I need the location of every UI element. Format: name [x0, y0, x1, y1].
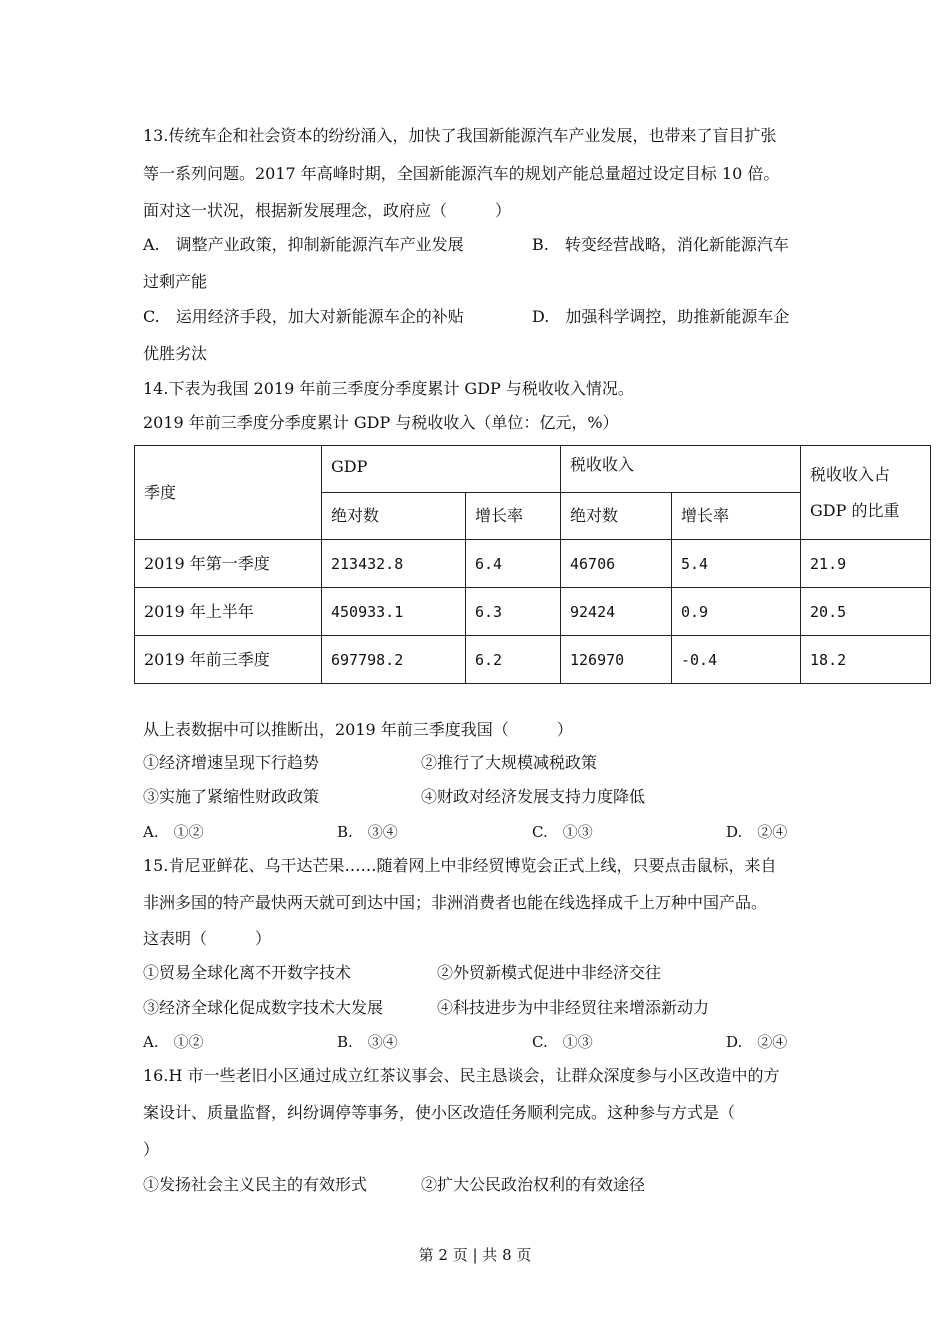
q15-item-1: ①贸易全球化离不开数字技术 [143, 963, 352, 982]
subheader-gdp-abs: 绝对数 [322, 493, 466, 540]
cell-gdp-abs: 450933.1 [322, 588, 466, 636]
q13-option-b: B. 转变经营战略，消化新能源汽车 [532, 235, 789, 254]
cell-gdp-growth: 6.2 [466, 636, 561, 684]
q16-line-1: 16.H 市一些老旧小区通过成立红茶议事会、民主恳谈会，让群众深度参与小区改造中的方 [143, 1066, 780, 1085]
cell-tax-growth: -0.4 [672, 636, 801, 684]
cell-ratio: 20.5 [801, 588, 931, 636]
q15-item-3: ③经济全球化促成数字技术大发展 [143, 998, 384, 1017]
q16-item-2: ②扩大公民政治权利的有效途径 [421, 1175, 646, 1194]
subheader-tax-growth: 增长率 [672, 493, 801, 540]
q15-line-3: 这表明（ ） [143, 929, 272, 948]
cell-tax-abs: 46706 [561, 540, 672, 588]
cell-tax-abs: 126970 [561, 636, 672, 684]
q15-line-1: 15.肯尼亚鲜花、乌干达芒果……随着网上中非经贸博览会正式上线，只要点击鼠标，来自 [143, 856, 777, 875]
q15-line-2: 非洲多国的特产最快两天就可到达中国；非洲消费者也能在线选择成千上万种中国产品。 [143, 893, 768, 912]
q14-answer-c: C. ①③ [532, 823, 593, 841]
q15-answer-d: D. ②④ [726, 1033, 788, 1051]
q14-item-3: ③实施了紧缩性财政政策 [143, 787, 320, 806]
header-tax: 税收收入 [561, 446, 801, 493]
cell-gdp-growth: 6.4 [466, 540, 561, 588]
q14-question: 从上表数据中可以推断出，2019 年前三季度我国（ ） [143, 720, 573, 739]
q16-line-3: ） [143, 1140, 160, 1159]
cell-gdp-growth: 6.3 [466, 588, 561, 636]
cell-ratio: 21.9 [801, 540, 931, 588]
q14-answer-d: D. ②④ [726, 823, 788, 841]
q14-table-title: 2019 年前三季度分季度累计 GDP 与税收收入（单位：亿元，%） [143, 413, 619, 432]
subheader-gdp-growth: 增长率 [466, 493, 561, 540]
subheader-tax-abs: 绝对数 [561, 493, 672, 540]
q14-intro: 14.下表为我国 2019 年前三季度分季度累计 GDP 与税收收入情况。 [143, 379, 634, 398]
table-row [135, 540, 931, 588]
cell-gdp-abs: 697798.2 [322, 636, 466, 684]
q13-line-2: 等一系列问题。2017 年高峰时期，全国新能源汽车的规划产能总量超过设定目标 10 倍。 [143, 164, 780, 183]
cell-tax-abs: 92424 [561, 588, 672, 636]
page-footer: 第 2 页 | 共 8 页 [418, 1246, 532, 1264]
q13-option-c: C. 运用经济手段，加大对新能源车企的补贴 [143, 307, 464, 326]
q16-item-1: ①发扬社会主义民主的有效形式 [143, 1175, 368, 1194]
header-gdp: GDP [322, 446, 561, 493]
q15-answer-b: B. ③④ [337, 1033, 398, 1051]
gdp-tax-table [134, 445, 931, 684]
q14-answer-a: A. ①② [143, 823, 204, 841]
q14-item-2: ②推行了大规模减税政策 [421, 753, 598, 772]
header-ratio-line-1: 税收收入占 [810, 464, 891, 484]
q15-item-4: ④科技进步为中非经贸往来增添新动力 [437, 998, 710, 1017]
q14-answer-b: B. ③④ [337, 823, 398, 841]
cell-season: 2019 年第一季度 [135, 540, 322, 588]
header-ratio [801, 446, 931, 540]
cell-tax-growth: 0.9 [672, 588, 801, 636]
q15-answer-a: A. ①② [143, 1033, 204, 1051]
q15-answer-c: C. ①③ [532, 1033, 593, 1051]
q13-option-d: D. 加强科学调控，助推新能源车企 [532, 307, 790, 326]
q13-option-b-continued: 过剩产能 [143, 272, 208, 291]
header-season: 季度 [135, 446, 322, 540]
cell-season: 2019 年前三季度 [135, 636, 322, 684]
q16-line-2: 案设计、质量监督，纠纷调停等事务，使小区改造任务顺利完成。这种参与方式是（ [143, 1103, 736, 1122]
cell-tax-growth: 5.4 [672, 540, 801, 588]
header-ratio-line-2: GDP 的比重 [810, 500, 900, 520]
q13-option-d-continued: 优胜劣汰 [143, 344, 208, 363]
table-row [135, 636, 931, 684]
q13-line-3: 面对这一状况，根据新发展理念，政府应（ ） [143, 201, 512, 220]
cell-season: 2019 年上半年 [135, 588, 322, 636]
table-row [135, 588, 931, 636]
q13-option-a: A. 调整产业政策，抑制新能源汽车产业发展 [143, 235, 464, 254]
q14-item-4: ④财政对经济发展支持力度降低 [421, 787, 646, 806]
q13-line-1: 13.传统车企和社会资本的纷纷涌入，加快了我国新能源汽车产业发展，也带来了盲目扩张 [143, 126, 777, 145]
cell-ratio: 18.2 [801, 636, 931, 684]
q14-item-1: ①经济增速呈现下行趋势 [143, 753, 320, 772]
cell-gdp-abs: 213432.8 [322, 540, 466, 588]
q15-item-2: ②外贸新模式促进中非经济交往 [437, 963, 662, 982]
